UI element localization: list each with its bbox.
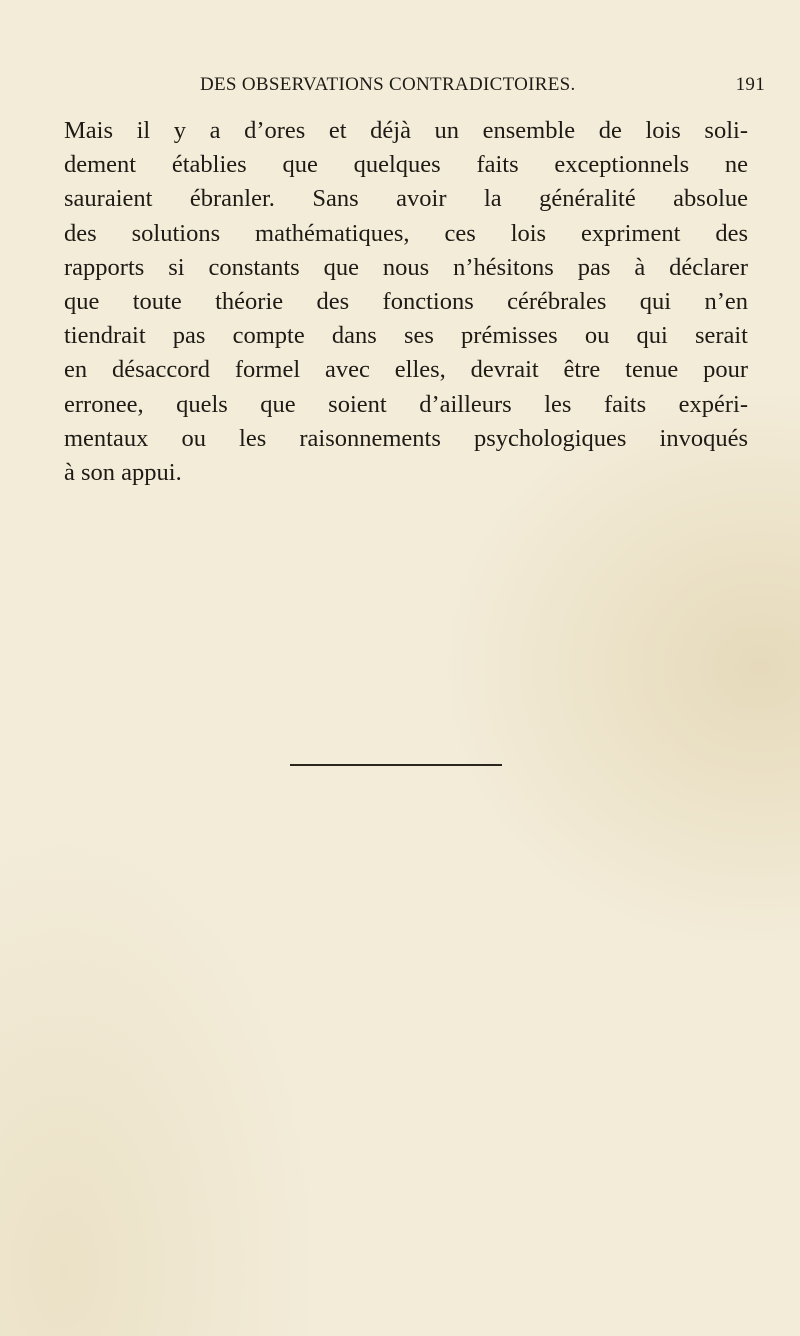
page-number: 191 [735, 74, 765, 95]
text-line: Mais il y a d’ores et déjà un ensemble de lois soli- [64, 117, 748, 144]
text-line: erronee, quels que soient d’ailleurs les faits expéri- [64, 390, 748, 418]
running-head [200, 74, 765, 98]
text-line: que toute théorie des fonctions cérébrales qui n’en [64, 287, 748, 315]
text-line: des solutions mathématiques, ces lois expriment des [64, 219, 748, 247]
running-title: DES OBSERVATIONS CONTRADICTOIRES. [200, 74, 576, 95]
text-line: mentaux ou les raisonnements psychologiques invoqués [64, 424, 748, 452]
text-line: dement établies que quelques faits exceptionnels ne [64, 151, 748, 179]
text-line: en désaccord formel avec elles, devrait être tenue pour [64, 356, 748, 384]
text-line: à son appui. [64, 458, 182, 486]
text-line: tiendrait pas compte dans ses prémisses ou qui serait [64, 322, 748, 350]
text-line: sauraient ébranler. Sans avoir la généralité absolue [64, 185, 748, 213]
section-end-rule [290, 764, 502, 766]
paragraph [64, 114, 748, 490]
text-line: rapports si constants que nous n’hésitons pas à déclarer [64, 253, 748, 281]
